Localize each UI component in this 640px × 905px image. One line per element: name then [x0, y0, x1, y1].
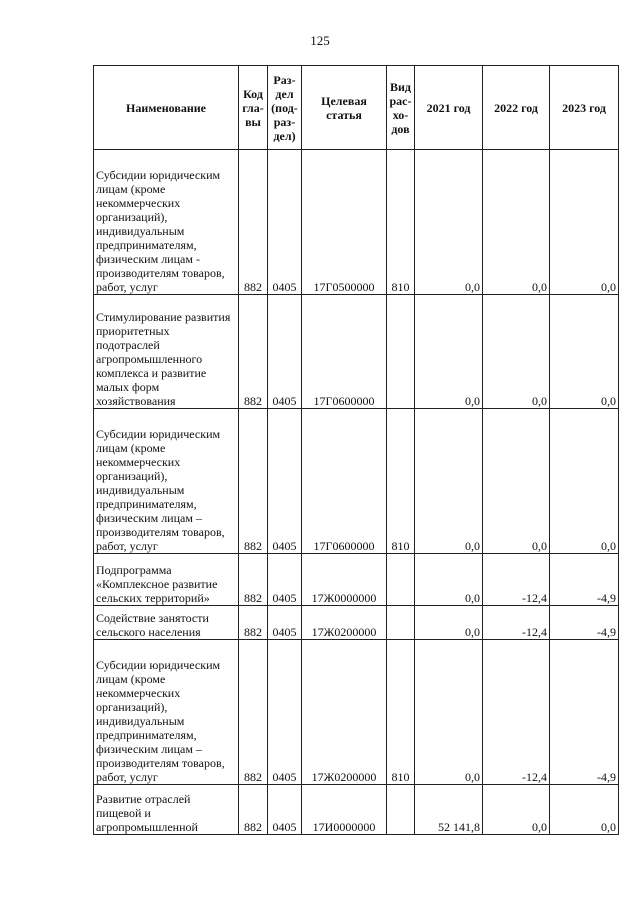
- row-chapter-code: 882: [239, 640, 268, 785]
- row-name: Стимулирование развития приоритетных подотраслей агропромышленного комплекса и развитие малых форм хозяйствования: [94, 295, 239, 409]
- row-value-2021: 0,0: [415, 606, 483, 640]
- row-name: Субсидии юридическим лицам (кроме некоммерческих организаций), индивидуальным предпринимателям, физическим лицам – производителям товаров, работ, услуг: [94, 409, 239, 554]
- table-row: [94, 606, 619, 640]
- row-value-2023: 0,0: [550, 150, 619, 295]
- row-expense-type: 810: [387, 640, 415, 785]
- header-name: Наименование: [94, 66, 239, 150]
- header-chapter-code: Код гла-вы: [239, 66, 268, 150]
- row-value-2023: -4,9: [550, 606, 619, 640]
- row-chapter-code: 882: [239, 150, 268, 295]
- header-year-2023: 2023 год: [550, 66, 619, 150]
- table-row: [94, 785, 619, 835]
- row-value-2023: -4,9: [550, 554, 619, 606]
- header-section: Раз-дел (под-раз-дел): [268, 66, 302, 150]
- row-section: 0405: [268, 606, 302, 640]
- row-target-article: 17Ж0000000: [302, 554, 387, 606]
- row-name: Содействие занятости сельского населения: [94, 606, 239, 640]
- row-target-article: 17Г0600000: [302, 295, 387, 409]
- budget-table: [93, 65, 619, 835]
- row-section: 0405: [268, 554, 302, 606]
- row-expense-type: [387, 554, 415, 606]
- row-target-article: 17Г0600000: [302, 409, 387, 554]
- row-target-article: 17И0000000: [302, 785, 387, 835]
- row-chapter-code: 882: [239, 409, 268, 554]
- row-chapter-code: 882: [239, 606, 268, 640]
- row-value-2022: -12,4: [483, 640, 550, 785]
- page-number: 125: [310, 33, 330, 48]
- row-value-2022: -12,4: [483, 554, 550, 606]
- row-section: 0405: [268, 785, 302, 835]
- row-value-2022: 0,0: [483, 409, 550, 554]
- row-chapter-code: 882: [239, 785, 268, 835]
- row-value-2021: 0,0: [415, 409, 483, 554]
- row-value-2021: 0,0: [415, 150, 483, 295]
- row-value-2023: 0,0: [550, 785, 619, 835]
- row-section: 0405: [268, 150, 302, 295]
- row-expense-type: [387, 295, 415, 409]
- row-value-2022: 0,0: [483, 295, 550, 409]
- row-name: Подпрограмма «Комплексное развитие сельских территорий»: [94, 554, 239, 606]
- row-expense-type: 810: [387, 150, 415, 295]
- row-target-article: 17Г0500000: [302, 150, 387, 295]
- row-value-2023: -4,9: [550, 640, 619, 785]
- row-expense-type: [387, 785, 415, 835]
- row-name: Развитие отраслей пищевой и агропромышленной: [94, 785, 239, 835]
- row-section: 0405: [268, 640, 302, 785]
- table-row: [94, 554, 619, 606]
- row-value-2021: 0,0: [415, 295, 483, 409]
- row-expense-type: [387, 606, 415, 640]
- row-value-2023: 0,0: [550, 295, 619, 409]
- header-year-2021: 2021 год: [415, 66, 483, 150]
- row-value-2022: 0,0: [483, 150, 550, 295]
- row-target-article: 17Ж0200000: [302, 606, 387, 640]
- row-value-2022: 0,0: [483, 785, 550, 835]
- header-row: [94, 66, 619, 150]
- row-target-article: 17Ж0200000: [302, 640, 387, 785]
- row-value-2021: 0,0: [415, 554, 483, 606]
- row-value-2021: 52 141,8: [415, 785, 483, 835]
- row-expense-type: 810: [387, 409, 415, 554]
- row-value-2022: -12,4: [483, 606, 550, 640]
- row-value-2021: 0,0: [415, 640, 483, 785]
- row-section: 0405: [268, 295, 302, 409]
- table-row: [94, 295, 619, 409]
- row-name: Субсидии юридическим лицам (кроме некоммерческих организаций), индивидуальным предпринимателям, физическим лицам - производителям товаров, работ, услуг: [94, 150, 239, 295]
- header-expense-type: Вид рас-хо-дов: [387, 66, 415, 150]
- header-target-article: Целевая статья: [302, 66, 387, 150]
- row-section: 0405: [268, 409, 302, 554]
- row-name: Субсидии юридическим лицам (кроме некоммерческих организаций), индивидуальным предпринимателям, физическим лицам – производителям товаров, работ, услуг: [94, 640, 239, 785]
- row-chapter-code: 882: [239, 554, 268, 606]
- table-row: [94, 409, 619, 554]
- row-chapter-code: 882: [239, 295, 268, 409]
- table-row: [94, 640, 619, 785]
- table-row: [94, 150, 619, 295]
- row-value-2023: 0,0: [550, 409, 619, 554]
- header-year-2022: 2022 год: [483, 66, 550, 150]
